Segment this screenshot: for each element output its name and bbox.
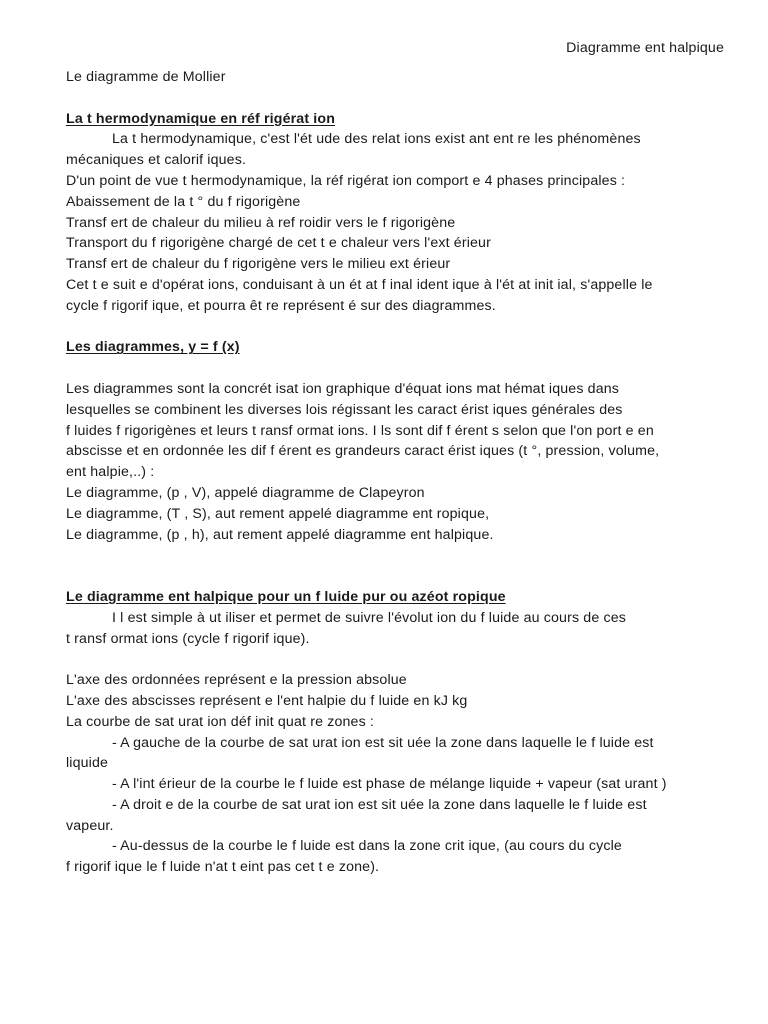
list-item-continuation: f rigorif ique le f luide n'at t eint pas cet t e zone). [66,859,380,876]
spacer [66,649,738,670]
list-item-continuation: vapeur. [66,817,114,834]
list-item: Transf ert de chaleur du milieu à ref roidir vers le f rigorigène [66,214,456,231]
section-heading-diagrammes: Les diagrammes, y = f (x) [66,339,240,356]
paragraph-line: t ransf ormat ions (cycle f rigorif ique). [66,630,310,647]
paragraph-line: Cet t e suit e d'opérat ions, conduisant à un ét at f inal ident ique à l'ét at init ial, s'appelle le [66,276,653,293]
list-item: Abaissement de la t ° du f rigorigène [66,193,301,210]
list-item: - A l'int érieur de la courbe le f luide est phase de mélange liquide + vapeur (sat urant ) [112,776,667,793]
paragraph-line: mécaniques et calorif iques. [66,152,247,169]
section-heading-diagramme-enthalpique: Le diagramme ent halpique pour un f luide pur ou azéot ropique [66,588,506,605]
paragraph-line: ent halpie,..) : [66,464,155,481]
paragraph-line: L'axe des ordonnées représent e la pression absolue [66,672,407,689]
page-header-title: Diagramme ent halpique [566,40,724,56]
list-item-continuation: liquide [66,755,109,772]
list-item: - A gauche de la courbe de sat urat ion est sit uée la zone dans laquelle le f luide est [112,734,654,751]
spacer [66,545,738,587]
paragraph-line: I l est simple à ut iliser et permet de suivre l'évolut ion du f luide au cours de ces [112,609,626,626]
list-item: Transf ert de chaleur du f rigorigène vers le milieu ext érieur [66,256,451,273]
document-body [66,67,738,878]
list-item: Le diagramme, (p , h), aut rement appelé diagramme ent halpique. [66,526,494,543]
paragraph-line: L'axe des abscisses représent e l'ent halpie du f luide en kJ kg [66,692,468,709]
list-item: Le diagramme, (p , V), appelé diagramme de Clapeyron [66,484,425,501]
document-title: Le diagramme de Mollier [66,69,226,85]
list-item: Transport du f rigorigène chargé de cet t e chaleur vers l'ext érieur [66,235,491,252]
paragraph-line: D'un point de vue t hermodynamique, la réf rigérat ion comport e 4 phases principales : [66,172,626,189]
paragraph-line: Les diagrammes sont la concrét isat ion graphique d'équat ions mat hémat iques dans [66,380,620,397]
spacer [66,317,738,338]
paragraph-line: f luides f rigorigènes et leurs t ransf ormat ions. I ls sont dif f érent s selon que l'on port e en [66,422,654,439]
list-item: - Au-dessus de la courbe le f luide est dans la zone crit ique, (au cours du cycle [112,838,622,855]
spacer [66,358,738,379]
paragraph-line: cycle f rigorif ique, et pourra êt re représent é sur des diagrammes. [66,297,496,314]
list-item: Le diagramme, (T , S), aut rement appelé diagramme ent ropique, [66,505,490,522]
spacer [66,88,738,109]
paragraph-line: La courbe de sat urat ion déf init quat re zones : [66,713,374,730]
paragraph-line: La t hermodynamique, c'est l'ét ude des relat ions exist ant ent re les phénomènes [112,131,641,148]
paragraph-line: abscisse et en ordonnée les dif f érent es grandeurs caract érist iques (t °, pression, volume, [66,443,660,460]
section-heading-thermodynamique: La t hermodynamique en réf rigérat ion [66,110,336,127]
paragraph-line: lesquelles se combinent les diverses lois régissant les caract érist iques générales des [66,401,623,418]
list-item: - A droit e de la courbe de sat urat ion est sit uée la zone dans laquelle le f luide est [112,796,647,813]
